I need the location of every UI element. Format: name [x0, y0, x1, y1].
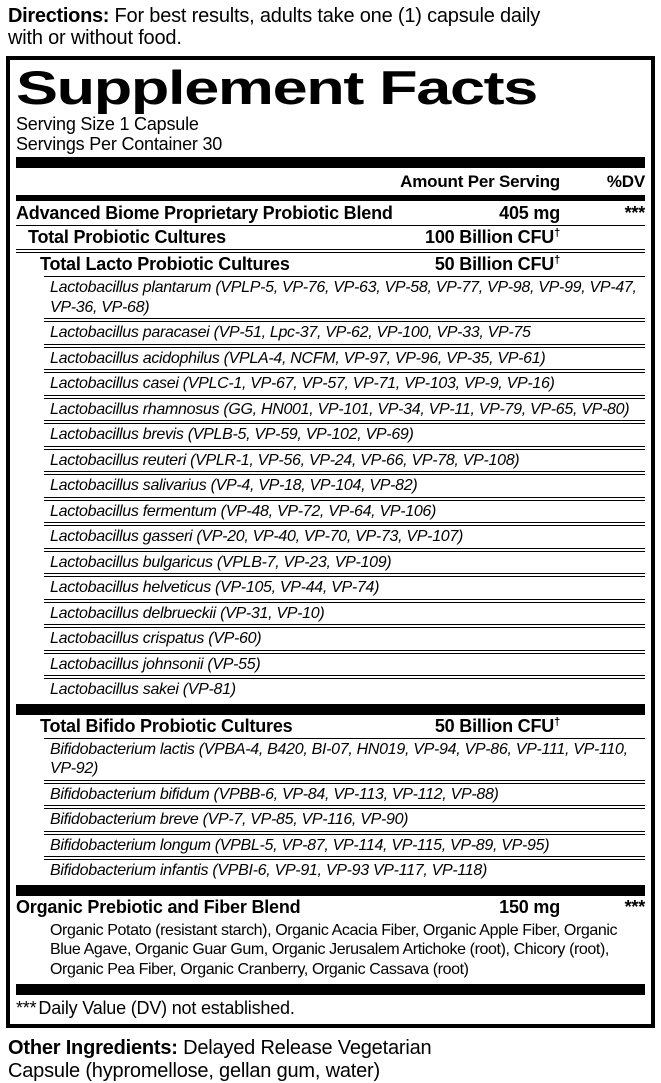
divider-bar-thick: [16, 157, 645, 168]
divider-bar-thick: [16, 885, 645, 896]
row-prebiotic-blend: [16, 896, 645, 919]
other-ingredients: [8, 1037, 478, 1083]
amount-value: 50 Billion CFU: [434, 254, 555, 274]
species-row: Bifidobacterium infantis (VPBI-6, VP-91, VP-93 VP-117, VP-118): [50, 862, 488, 879]
directions-body: For best results, adults take one (1) capsule daily with or without food.: [8, 5, 541, 49]
other-ingredients-body: Delayed Release Vegetarian Capsule (hypromellose, gellan gum, water): [8, 1037, 432, 1082]
species-row: Bifidobacterium lactis (VPBA-4, B420, BI-07, HN019, VP-94, VP-86, VP-111, VP-110, VP-92): [50, 740, 628, 777]
footnote-text: Daily Value (DV) not established.: [38, 998, 295, 1018]
directions-text: [8, 5, 556, 49]
servings-per-container: Servings Per Container 30: [16, 134, 223, 154]
directions-label: Directions:: [8, 5, 110, 27]
prebiotic-ingredients-list: Organic Potato (resistant starch), Organic Acacia Fiber, Organic Apple Fiber, Organic Blue Agave, Organic Guar Gum, Organic Jerusalem Artichoke (root), Chicory (root), Organic Pea Fiber, Organic Cranberry, Organic Cassava (root): [50, 921, 618, 978]
total-probiotic-amount: [425, 227, 560, 248]
blend-amount: 405 mg: [499, 203, 560, 223]
species-row: Lactobacillus gasseri (VP-20, VP-40, VP-70, VP-73, VP-107): [50, 528, 464, 545]
total-lacto-name: Total Lacto Probiotic Cultures: [40, 254, 290, 274]
species-row: Lactobacillus rhamnosus (GG, HN001, VP-101, VP-34, VP-11, VP-79, VP-65, VP-80): [50, 400, 630, 418]
species-row: Lactobacillus fermentum (VP-48, VP-72, VP-64, VP-106): [50, 502, 437, 520]
species-row: Lactobacillus paracasei (VP-51, Lpc-37, VP-62, VP-100, VP-33, VP-75: [50, 324, 531, 341]
amount-value: 50 Billion CFU: [434, 715, 555, 736]
prebiotic-blend-name: Organic Prebiotic and Fiber Blend: [16, 896, 301, 917]
species-row: Lactobacillus johnsonii (VP-55): [50, 655, 261, 673]
panel-title: Supplement Facts: [16, 61, 538, 114]
species-row: Lactobacillus crispatus (VP-60): [50, 630, 262, 647]
species-row: Lactobacillus plantarum (VPLP-5, VP-76, VP-63, VP-58, VP-77, VP-98, VP-99, VP-47, VP-36, VP-68): [50, 279, 637, 316]
species-row: Bifidobacterium bifidum (VPBB-6, VP-84, VP-113, VP-112, VP-88): [50, 785, 499, 803]
species-row: Lactobacillus casei (VPLC-1, VP-67, VP-57, VP-71, VP-103, VP-9, VP-16): [50, 375, 555, 392]
total-bifido-amount: [435, 716, 560, 737]
species-row: Lactobacillus brevis (VPLB-5, VP-59, VP-102, VP-69): [50, 426, 414, 443]
divider-bar-thick: [16, 984, 645, 995]
amount-value: 100 Billion CFU: [425, 227, 555, 247]
row-total-bifido: [16, 715, 645, 738]
total-probiotic-name: Total Probiotic Cultures: [28, 227, 226, 247]
species-row: Bifidobacterium longum (VPBL-5, VP-87, VP-114, VP-115, VP-89, VP-95): [50, 836, 550, 854]
dv-footnote: [16, 995, 645, 1019]
prebiotic-blend-amount: 150 mg: [499, 896, 560, 917]
blend-name: Advanced Biome Proprietary Probiotic Blend: [16, 203, 393, 223]
dagger-mark: †: [554, 715, 560, 728]
row-total-lacto: [16, 253, 645, 276]
dagger-mark: †: [554, 227, 560, 239]
column-headers: [16, 168, 645, 194]
dagger-mark: †: [554, 254, 560, 266]
total-lacto-amount: [435, 254, 560, 275]
divider-bar-thick: [16, 704, 645, 715]
serving-size: Serving Size 1 Capsule: [16, 114, 199, 134]
species-row: Lactobacillus sakei (VP-81): [50, 681, 236, 698]
prebiotic-blend-dv: ***: [624, 896, 645, 917]
species-row: Lactobacillus helveticus (VP-105, VP-44, VP-74): [50, 579, 380, 596]
other-ingredients-label: Other Ingredients:: [8, 1037, 178, 1059]
species-row: Bifidobacterium breve (VP-7, VP-85, VP-116, VP-90): [50, 811, 409, 828]
species-row: Lactobacillus bulgaricus (VPLB-7, VP-23, VP-109): [50, 553, 392, 571]
species-row: Lactobacillus acidophilus (VPLA-4, NCFM, VP-97, VP-96, VP-35, VP-61): [50, 349, 546, 367]
total-bifido-name: Total Bifido Probiotic Cultures: [40, 715, 293, 736]
supplement-facts-panel: [6, 56, 655, 1028]
species-row: Lactobacillus salivarius (VP-4, VP-18, VP-104, VP-82): [50, 477, 418, 494]
species-row: Lactobacillus delbrueckii (VP-31, VP-10): [50, 604, 325, 622]
blend-dv: ***: [624, 203, 645, 223]
amount-per-serving-header: Amount Per Serving: [400, 172, 560, 191]
dv-header: %DV: [606, 172, 645, 191]
footnote-marker: ***: [16, 998, 37, 1018]
row-proprietary-blend: [16, 202, 645, 225]
species-row: Lactobacillus reuteri (VPLR-1, VP-56, VP-24, VP-66, VP-78, VP-108): [50, 451, 520, 469]
row-total-probiotic: [16, 226, 645, 249]
divider-bar-medium: [16, 195, 645, 201]
